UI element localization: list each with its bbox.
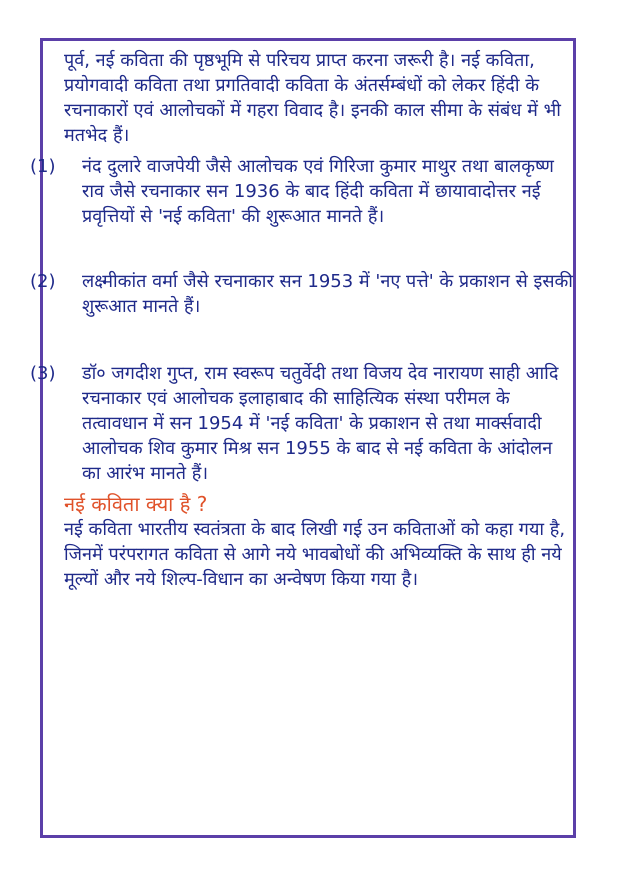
list-number: (3) — [30, 363, 56, 384]
list-item-text: डॉ० जगदीश गुप्त, राम स्वरूप चतुर्वेदी तथा विजय देव नारायण साही आदि रचनाकार एवं आलोचक इलाहाबाद की साहित्यिक संस्था परीमल के तत्वावधान में सन 1954 में 'नई कविता' के प्रकाशन से तथा मार्क्सवादी आलोचक शिव कुमार मिश्र सन 1955 के बाद से नई कविता के आंदोलन का आरंभ मानते हैं। — [82, 363, 559, 484]
list-number: (2) — [30, 271, 56, 292]
list-item-text: लक्ष्मीकांत वर्मा जैसे रचनाकार सन 1953 में 'नए पत्ते' के प्रकाशन से इसकी शुरूआत मानते हैं। — [82, 271, 573, 317]
list-item-1 — [30, 154, 580, 229]
list-item-3 — [30, 361, 580, 486]
list-number: (1) — [30, 156, 56, 177]
list-item-text: नंद दुलारे वाजपेयी जैसे आलोचक एवं गिरिजा कुमार माथुर तथा बालकृष्ण राव जैसे रचनाकार सन 1936 के बाद हिंदी कविता में छायावादोत्तर नई प्रवृत्तियों से 'नई कविता' की शुरूआत मानते हैं। — [82, 156, 554, 227]
definition-paragraph: नई कविता भारतीय स्वतंत्रता के बाद लिखी गई उन कविताओं को कहा गया है, जिनमें परंपरागत कविता से आगे नये भावबोधों की अभिव्यक्ति के साथ ही नये मूल्यों और नये शिल्प-विधान का अन्वेषण किया गया है। — [64, 519, 566, 590]
handwritten-content — [30, 48, 580, 592]
section-heading: नई कविता क्या है ? — [64, 492, 208, 516]
intro-paragraph: पूर्व, नई कविता की पृष्ठभूमि से परिचय प्राप्त करना जरूरी है। नई कविता, प्रयोगवादी कविता तथा प्रगतिवादी कविता के अंतर्सम्बंधों को लेकर हिंदी के रचनाकारों एवं आलोचकों में गहरा विवाद है। इनकी काल सीमा के संबंध में भी मतभेद हैं। — [64, 50, 561, 146]
list-item-2 — [30, 269, 580, 319]
